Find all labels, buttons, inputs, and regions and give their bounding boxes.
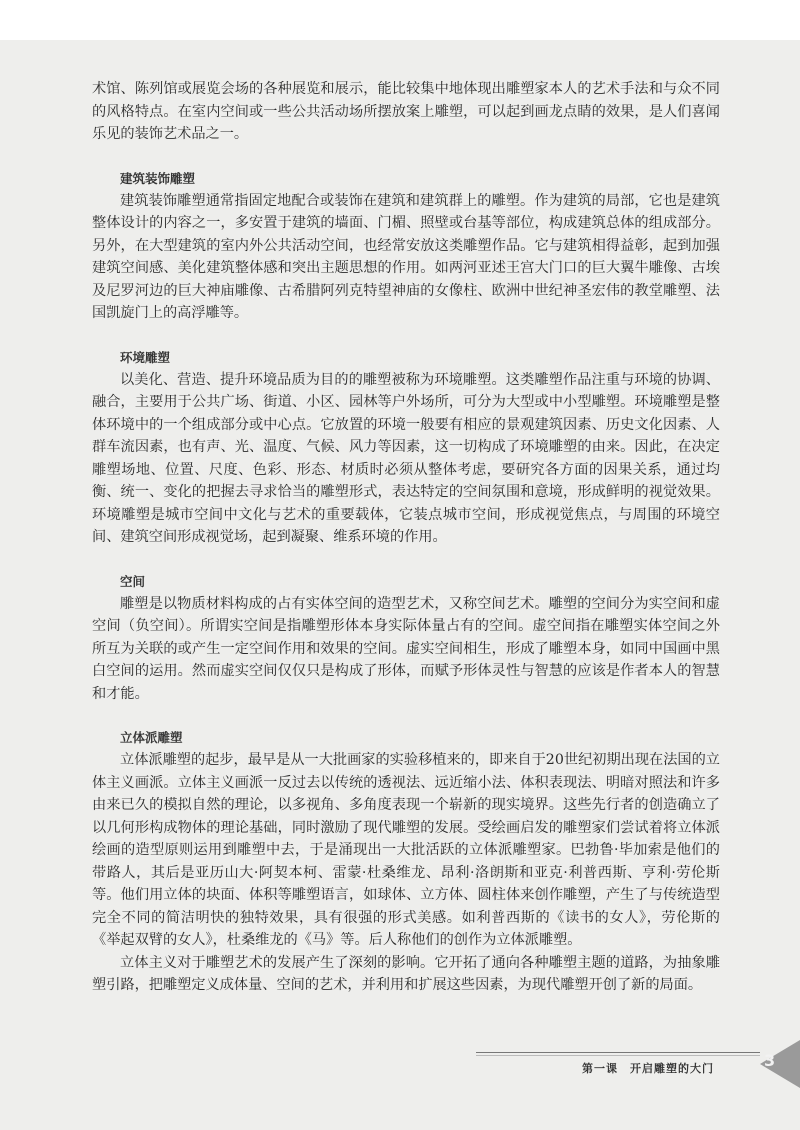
section-heading-environment: 环境雕塑 [120,349,171,365]
section-heading-space: 空间 [120,573,146,589]
section-heading-architecture: 建筑装饰雕塑 [120,170,196,186]
paragraph-architecture: 建筑装饰雕塑通常指固定地配合或装饰在建筑和建筑群上的雕塑。作为建筑的局部，它也是建筑整体设计的内容之一，多安置于建筑的墙面、门楣、照壁或台基等部位，构成建筑总体的组成部分。另外，在大型建筑的室内外公共活动空间，也经常安放这类雕塑作品。它与建筑相得益彰，起到加强建筑空间感、美化建筑整体感和突出主题思想的作用。如两河亚述王宫大门口的巨大翼牛雕像、古埃及尼罗河边的巨大神庙雕像、古希腊阿列克特望神庙的女像柱、欧洲中世纪神圣宏伟的教堂雕塑、法国凯旋门上的高浮雕等。 [92,192,720,321]
paragraph-space: 雕塑是以物质材料构成的占有实体空间的造型艺术，又称空间艺术。雕塑的空间分为实空间和虚空间（负空间）。所谓实空间是指雕塑形体本身实际体量占有的空间。虚空间指在雕塑实体空间之外所互为关联的或产生一定空间作用和效果的空间。虚实空间相生，形成了雕塑本身，如同中国画中黑白空间的运用。然而虚实空间仅仅只是构成了形体，而赋予形体灵性与智慧的应该是作者本人的智慧和才能。 [92,595,720,702]
page-body [92,78,720,997]
footer-chapter-title: 第一课 开启雕塑的大门 [582,1062,714,1075]
section-heading-cubism: 立体派雕塑 [120,730,183,745]
paragraph-cubism-impact: 立体主义对于雕塑艺术的发展产生了深刻的影响。它开拓了通向各种雕塑主题的道路，为抽象雕塑引路，把雕塑定义成体量、空间的艺术，并利用和扩展这些因素，为现代雕塑开创了新的局面。 [92,954,720,993]
paragraph-cubism: 立体派雕塑的起步，最早是从一大批画家的实验移植来的，即来自于20世纪初期出现在法国的立体主义画派。立体主义画派一反过去以传统的透视法、远近缩小法、体积表现法、明暗对照法和许多由来已久的模拟自然的理论，以多视角、多角度表现一个崭新的现实境界。这些先行者的创造确立了以几何形构成物体的理论基础，同时激励了现代雕塑的发展。受绘画启发的雕塑家们尝试着将立体派绘画的造型原则运用到雕塑中去，于是涌现出一大批活跃的立体派雕塑家。巴勃鲁·毕加索是他们的带路人，其后是亚历山大·阿契本柯、雷蒙·杜桑维龙、昂利·洛朗斯和亚克·利普西斯、亨利·劳伦斯等。他们用立体的块面、体积等雕塑语言，如球体、立方体、圆柱体来创作雕塑，产生了与传统造型完全不同的简洁明快的独特效果，具有很强的形式美感。如利普西斯的《读书的女人》，劳伦斯的《举起双臂的女人》，杜桑维龙的《马》等。后人称他们的创作为立体派雕塑。 [92,752,720,948]
page-number: 3 [764,1051,776,1070]
footer-rule [476,1052,760,1053]
footer-rule-thin [476,1055,760,1056]
paragraph-environment: 以美化、营造、提升环境品质为目的的雕塑被称为环境雕塑。这类雕塑作品注重与环境的协调、融合，主要用于公共广场、街道、小区、园林等户外场所，可分为大型或中小型雕塑。环境雕塑是整体环境中的一个组成部分或中心点。它放置的环境一般要有相应的景观建筑因素、历史文化因素、人群车流因素，也有声、光、温度、气候、风力等因素，这一切构成了环境雕塑的由来。因此，在决定雕塑场地、位置、尺度、色彩、形态、材质时必须从整体考虑，要研究各方面的因果关系，通过均衡、统一、变化的把握去寻求恰当的雕塑形式，表达特定的空间氛围和意境，形成鲜明的视觉效果。环境雕塑是城市空间中文化与艺术的重要载体，它装点城市空间，形成视觉焦点，与周围的环境空间、建筑空间形成视觉场，起到凝聚、维系环境的作用。 [92,371,720,545]
intro-paragraph: 术馆、陈列馆或展览会场的各种展览和展示，能比较集中地体现出雕塑家本人的艺术手法和与众不同的风格特点。在室内空间或一些公共活动场所摆放案上雕塑，可以起到画龙点睛的效果，是人们喜闻乐见的装饰艺术品之一。 [92,81,720,142]
